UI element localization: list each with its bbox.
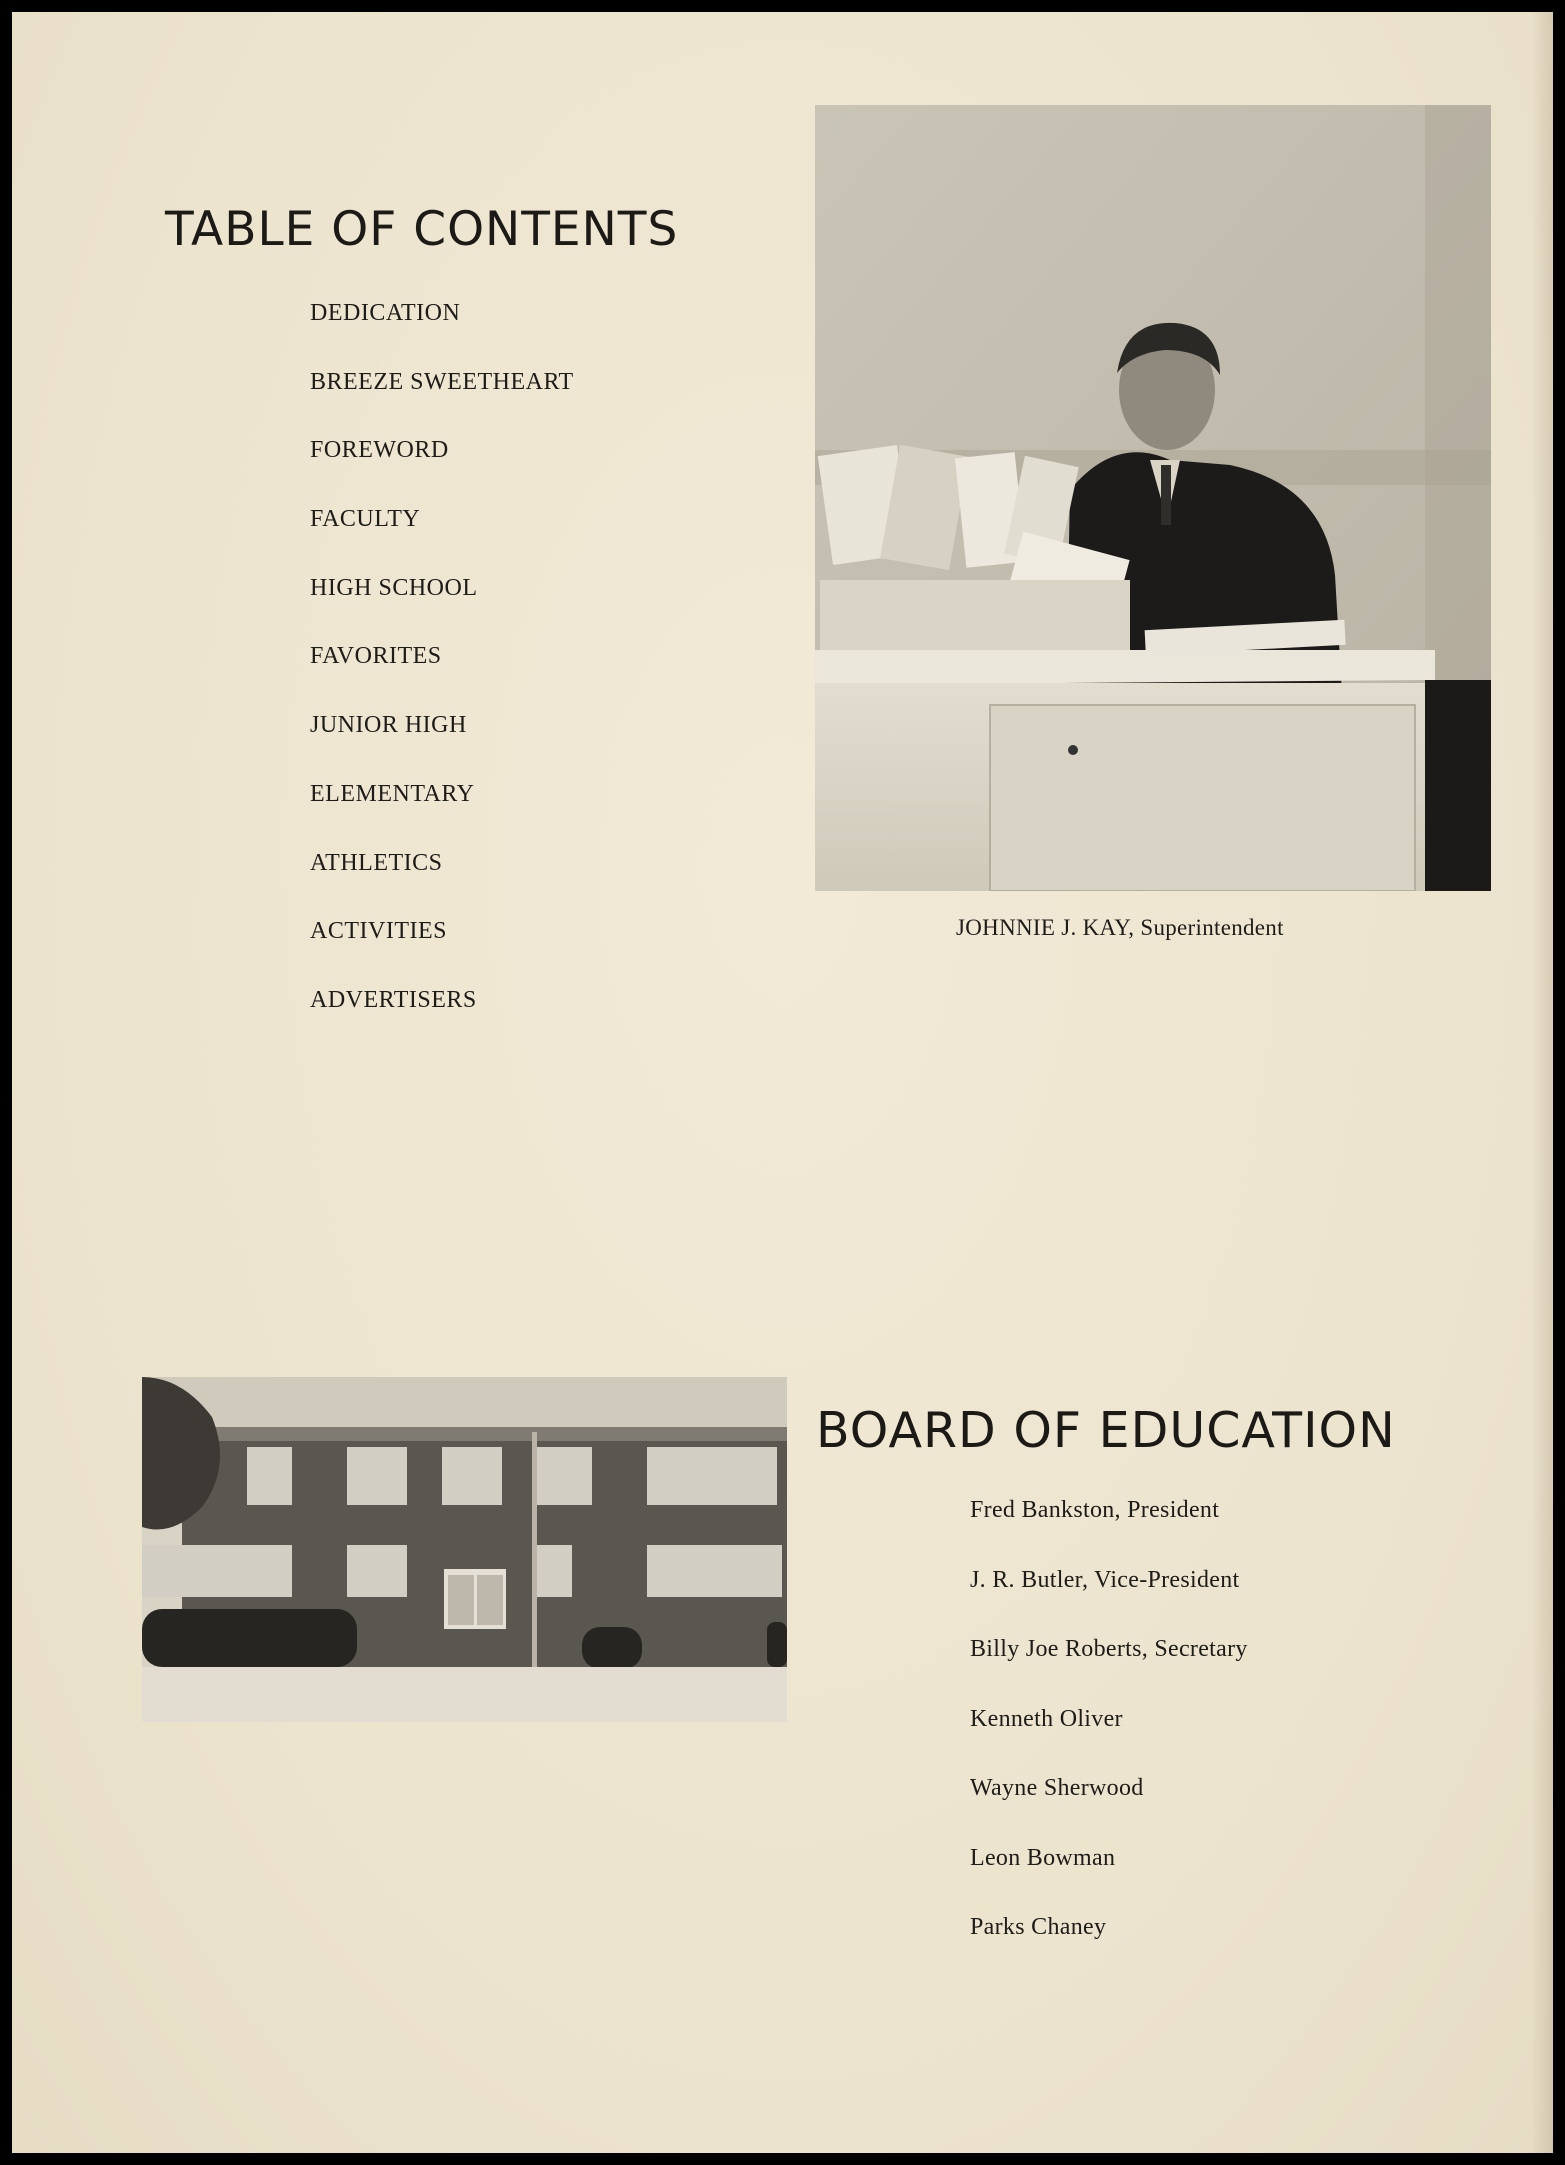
board-member: Leon Bowman xyxy=(970,1844,1116,1871)
toc-title: TABLE OF CONTENTS xyxy=(165,202,679,257)
board-member: Kenneth Oliver xyxy=(970,1705,1123,1732)
superintendent-photo xyxy=(815,105,1491,891)
toc-item-dedication: DEDICATION xyxy=(310,300,461,326)
board-member: Wayne Sherwood xyxy=(970,1775,1144,1801)
board-member: Fred Bankston, President xyxy=(970,1497,1220,1523)
toc-item-foreword: FOREWORD xyxy=(310,437,449,464)
toc-item-faculty: FACULTY xyxy=(310,506,421,533)
toc-list xyxy=(310,300,574,1056)
school-building-photo xyxy=(142,1377,787,1722)
toc-item-favorites: FAVORITES xyxy=(310,643,442,670)
board-member-list xyxy=(970,1497,1248,1984)
board-member: J. R. Butler, Vice-President xyxy=(970,1566,1240,1593)
board-title: BOARD OF EDUCATION xyxy=(816,1402,1396,1459)
superintendent-caption: JOHNNIE J. KAY, Superintendent xyxy=(956,915,1284,940)
toc-item-junior-high: JUNIOR HIGH xyxy=(310,712,467,739)
toc-item-athletics: ATHLETICS xyxy=(310,849,443,876)
toc-item-activities: ACTIVITIES xyxy=(310,918,447,945)
toc-item-high-school: HIGH SCHOOL xyxy=(310,574,478,601)
toc-item-elementary: ELEMENTARY xyxy=(310,780,475,807)
page-edge-shadow xyxy=(1531,12,1553,2153)
board-member: Parks Chaney xyxy=(970,1914,1107,1940)
toc-item-breeze-sweetheart: BREEZE SWEETHEART xyxy=(310,368,574,395)
toc-item-advertisers: ADVERTISERS xyxy=(310,986,477,1013)
yearbook-page xyxy=(12,12,1553,2153)
board-member: Billy Joe Roberts, Secretary xyxy=(970,1636,1248,1662)
